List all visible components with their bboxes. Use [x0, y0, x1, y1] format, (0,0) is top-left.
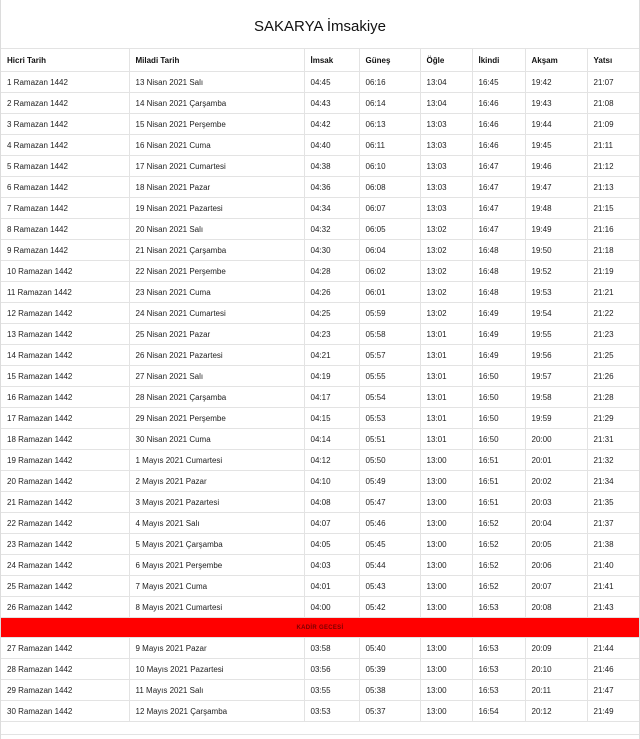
imsak-cell: 04:38	[304, 156, 359, 177]
aksam-cell: 20:07	[525, 576, 587, 597]
gunes-cell: 05:38	[359, 680, 420, 701]
table-row	[1, 345, 639, 366]
table-row	[1, 555, 639, 576]
hicri-date-cell: 6 Ramazan 1442	[1, 177, 129, 198]
table-row	[1, 429, 639, 450]
ogle-cell: 13:03	[420, 156, 472, 177]
table-body	[1, 72, 639, 722]
miladi-date-cell: 24 Nisan 2021 Cumartesi	[129, 303, 304, 324]
miladi-date-cell: 10 Mayıs 2021 Pazartesi	[129, 659, 304, 680]
hicri-date-cell: 25 Ramazan 1442	[1, 576, 129, 597]
table-row	[1, 303, 639, 324]
ogle-cell: 13:03	[420, 177, 472, 198]
hicri-date-cell: 15 Ramazan 1442	[1, 366, 129, 387]
table-row	[1, 324, 639, 345]
miladi-date-cell: 15 Nisan 2021 Perşembe	[129, 114, 304, 135]
ikindi-cell: 16:47	[472, 219, 525, 240]
table-row	[1, 114, 639, 135]
ikindi-cell: 16:54	[472, 701, 525, 722]
table-row	[1, 492, 639, 513]
gunes-cell: 05:45	[359, 534, 420, 555]
gunes-cell: 05:59	[359, 303, 420, 324]
ogle-cell: 13:00	[420, 576, 472, 597]
ikindi-cell: 16:47	[472, 198, 525, 219]
aksam-cell: 20:05	[525, 534, 587, 555]
ikindi-cell: 16:49	[472, 345, 525, 366]
gunes-cell: 06:14	[359, 93, 420, 114]
yatsi-cell: 21:22	[587, 303, 639, 324]
gunes-cell: 06:07	[359, 198, 420, 219]
yatsi-cell: 21:07	[587, 72, 639, 93]
imsak-cell: 04:45	[304, 72, 359, 93]
miladi-date-cell: 4 Mayıs 2021 Salı	[129, 513, 304, 534]
gunes-cell: 05:47	[359, 492, 420, 513]
gunes-cell: 06:01	[359, 282, 420, 303]
gunes-header: Güneş	[359, 49, 420, 72]
hicri-date-cell: 29 Ramazan 1442	[1, 680, 129, 701]
imsak-cell: 04:40	[304, 135, 359, 156]
miladi-date-cell: 3 Mayıs 2021 Pazartesi	[129, 492, 304, 513]
hicri-date-cell: 7 Ramazan 1442	[1, 198, 129, 219]
imsak-cell: 03:55	[304, 680, 359, 701]
gunes-cell: 06:05	[359, 219, 420, 240]
imsak-cell: 04:43	[304, 93, 359, 114]
ikindi-cell: 16:47	[472, 156, 525, 177]
hicri-date-cell: 30 Ramazan 1442	[1, 701, 129, 722]
ogle-cell: 13:00	[420, 492, 472, 513]
yatsi-cell: 21:21	[587, 282, 639, 303]
imsak-cell: 04:21	[304, 345, 359, 366]
yatsi-cell: 21:26	[587, 366, 639, 387]
yatsi-cell: 21:32	[587, 450, 639, 471]
ikindi-cell: 16:53	[472, 659, 525, 680]
imsak-cell: 04:12	[304, 450, 359, 471]
table-row	[1, 659, 639, 680]
ogle-cell: 13:00	[420, 597, 472, 618]
yatsi-cell: 21:47	[587, 680, 639, 701]
miladi-date-cell: 7 Mayıs 2021 Cuma	[129, 576, 304, 597]
ikindi-cell: 16:52	[472, 576, 525, 597]
ikindi-cell: 16:49	[472, 324, 525, 345]
ogle-cell: 13:00	[420, 680, 472, 701]
gunes-cell: 05:42	[359, 597, 420, 618]
imsak-cell: 04:03	[304, 555, 359, 576]
aksam-cell: 20:08	[525, 597, 587, 618]
ogle-cell: 13:01	[420, 345, 472, 366]
ogle-cell: 13:00	[420, 701, 472, 722]
hicri-date-cell: 13 Ramazan 1442	[1, 324, 129, 345]
miladi-date-cell: 19 Nisan 2021 Pazartesi	[129, 198, 304, 219]
miladi-date-cell: 20 Nisan 2021 Salı	[129, 219, 304, 240]
hicri-date-cell: 28 Ramazan 1442	[1, 659, 129, 680]
ogle-cell: 13:01	[420, 429, 472, 450]
hicri-date-cell: 17 Ramazan 1442	[1, 408, 129, 429]
ikindi-header: İkindi	[472, 49, 525, 72]
imsak-cell: 04:26	[304, 282, 359, 303]
aksam-cell: 20:03	[525, 492, 587, 513]
gunes-cell: 06:10	[359, 156, 420, 177]
aksam-cell: 19:55	[525, 324, 587, 345]
yatsi-cell: 21:11	[587, 135, 639, 156]
aksam-cell: 19:43	[525, 93, 587, 114]
aksam-cell: 19:50	[525, 240, 587, 261]
ikindi-cell: 16:49	[472, 303, 525, 324]
imsak-cell: 03:58	[304, 638, 359, 659]
aksam-cell: 19:49	[525, 219, 587, 240]
gunes-cell: 06:16	[359, 72, 420, 93]
table-row	[1, 638, 639, 659]
imsak-cell: 04:25	[304, 303, 359, 324]
table-row	[1, 72, 639, 93]
aksam-cell: 20:04	[525, 513, 587, 534]
ikindi-cell: 16:48	[472, 282, 525, 303]
yatsi-cell: 21:40	[587, 555, 639, 576]
imsak-cell: 04:34	[304, 198, 359, 219]
aksam-cell: 19:54	[525, 303, 587, 324]
imsak-cell: 04:32	[304, 219, 359, 240]
imsak-cell: 04:28	[304, 261, 359, 282]
ikindi-cell: 16:52	[472, 534, 525, 555]
gunes-cell: 05:43	[359, 576, 420, 597]
hicri-date-cell: 3 Ramazan 1442	[1, 114, 129, 135]
ogle-cell: 13:00	[420, 555, 472, 576]
miladi-date-cell: 16 Nisan 2021 Cuma	[129, 135, 304, 156]
aksam-cell: 19:46	[525, 156, 587, 177]
ogle-cell: 13:03	[420, 114, 472, 135]
aksam-cell: 20:06	[525, 555, 587, 576]
ikindi-cell: 16:45	[472, 72, 525, 93]
imsak-cell: 04:17	[304, 387, 359, 408]
hicri-date-cell: 1 Ramazan 1442	[1, 72, 129, 93]
table-row	[1, 261, 639, 282]
yatsi-cell: 21:08	[587, 93, 639, 114]
ogle-cell: 13:01	[420, 408, 472, 429]
aksam-header: Akşam	[525, 49, 587, 72]
miladi-date-cell: 17 Nisan 2021 Cumartesi	[129, 156, 304, 177]
hicri-date-cell: 21 Ramazan 1442	[1, 492, 129, 513]
imsak-cell: 04:05	[304, 534, 359, 555]
yatsi-cell: 21:41	[587, 576, 639, 597]
miladi-date-cell: 29 Nisan 2021 Perşembe	[129, 408, 304, 429]
page-title: SAKARYA İmsakiye	[254, 18, 386, 35]
yatsi-cell: 21:12	[587, 156, 639, 177]
ogle-cell: 13:00	[420, 534, 472, 555]
imsak-cell: 04:19	[304, 366, 359, 387]
gunes-cell: 06:04	[359, 240, 420, 261]
yatsi-cell: 21:16	[587, 219, 639, 240]
yatsi-cell: 21:25	[587, 345, 639, 366]
hicri-date-cell: 22 Ramazan 1442	[1, 513, 129, 534]
table-row	[1, 177, 639, 198]
imsak-cell: 03:53	[304, 701, 359, 722]
gunes-cell: 05:50	[359, 450, 420, 471]
miladi-date-cell: 27 Nisan 2021 Salı	[129, 366, 304, 387]
ikindi-cell: 16:51	[472, 450, 525, 471]
ikindi-cell: 16:51	[472, 471, 525, 492]
miladi-date-cell: 25 Nisan 2021 Pazar	[129, 324, 304, 345]
yatsi-cell: 21:31	[587, 429, 639, 450]
ogle-cell: 13:01	[420, 387, 472, 408]
ikindi-cell: 16:48	[472, 261, 525, 282]
ikindi-cell: 16:46	[472, 135, 525, 156]
ikindi-cell: 16:46	[472, 114, 525, 135]
ikindi-cell: 16:50	[472, 408, 525, 429]
imsak-cell: 04:01	[304, 576, 359, 597]
hicri-date-cell: 9 Ramazan 1442	[1, 240, 129, 261]
aksam-cell: 19:44	[525, 114, 587, 135]
ikindi-cell: 16:53	[472, 680, 525, 701]
imsak-cell: 04:30	[304, 240, 359, 261]
yatsi-header: Yatsı	[587, 49, 639, 72]
ikindi-cell: 16:52	[472, 513, 525, 534]
aksam-cell: 20:02	[525, 471, 587, 492]
gunes-cell: 05:40	[359, 638, 420, 659]
ikindi-cell: 16:46	[472, 93, 525, 114]
imsak-header: İmsak	[304, 49, 359, 72]
ogle-cell: 13:04	[420, 93, 472, 114]
yatsi-cell: 21:19	[587, 261, 639, 282]
gunes-cell: 05:57	[359, 345, 420, 366]
table-row	[1, 471, 639, 492]
miladi-date-cell: 30 Nisan 2021 Cuma	[129, 429, 304, 450]
table-row	[1, 534, 639, 555]
yatsi-cell: 21:43	[587, 597, 639, 618]
aksam-cell: 19:58	[525, 387, 587, 408]
ikindi-cell: 16:50	[472, 366, 525, 387]
imsak-cell: 04:10	[304, 471, 359, 492]
miladi-date-cell: 9 Mayıs 2021 Pazar	[129, 638, 304, 659]
miladi-date-cell: 21 Nisan 2021 Çarşamba	[129, 240, 304, 261]
miladi-date-cell: 1 Mayıs 2021 Cumartesi	[129, 450, 304, 471]
miladi-date-cell: 14 Nisan 2021 Çarşamba	[129, 93, 304, 114]
ogle-cell: 13:04	[420, 72, 472, 93]
miladi-date-cell: 8 Mayıs 2021 Cumartesi	[129, 597, 304, 618]
table-row	[1, 366, 639, 387]
hicri-date-cell: 5 Ramazan 1442	[1, 156, 129, 177]
yatsi-cell: 21:15	[587, 198, 639, 219]
miladi-date-cell: 13 Nisan 2021 Salı	[129, 72, 304, 93]
yatsi-cell: 21:46	[587, 659, 639, 680]
ikindi-cell: 16:52	[472, 555, 525, 576]
gunes-cell: 05:37	[359, 701, 420, 722]
miladi-date-cell: 2 Mayıs 2021 Pazar	[129, 471, 304, 492]
imsak-cell: 04:15	[304, 408, 359, 429]
table-row	[1, 680, 639, 701]
imsakiye-table	[1, 48, 639, 722]
ogle-cell: 13:02	[420, 303, 472, 324]
hicri-date-cell: 8 Ramazan 1442	[1, 219, 129, 240]
hicri-date-cell: 26 Ramazan 1442	[1, 597, 129, 618]
aksam-cell: 20:01	[525, 450, 587, 471]
miladi-date-cell: 28 Nisan 2021 Çarşamba	[129, 387, 304, 408]
table-row	[1, 135, 639, 156]
ogle-cell: 13:02	[420, 261, 472, 282]
table-row	[1, 219, 639, 240]
imsak-cell: 04:00	[304, 597, 359, 618]
miladi-date-cell: 23 Nisan 2021 Cuma	[129, 282, 304, 303]
miladi-date-cell: 26 Nisan 2021 Pazartesi	[129, 345, 304, 366]
ogle-cell: 13:00	[420, 471, 472, 492]
aksam-cell: 20:00	[525, 429, 587, 450]
ikindi-cell: 16:53	[472, 638, 525, 659]
imsak-cell: 04:07	[304, 513, 359, 534]
imsak-cell: 04:08	[304, 492, 359, 513]
imsak-cell: 03:56	[304, 659, 359, 680]
ogle-cell: 13:00	[420, 659, 472, 680]
table-row	[1, 387, 639, 408]
gunes-cell: 05:46	[359, 513, 420, 534]
ogle-cell: 13:02	[420, 240, 472, 261]
hicri-date-cell: 19 Ramazan 1442	[1, 450, 129, 471]
aksam-cell: 20:11	[525, 680, 587, 701]
miladi-date-cell: 11 Mayıs 2021 Salı	[129, 680, 304, 701]
ikindi-cell: 16:48	[472, 240, 525, 261]
ikindi-cell: 16:53	[472, 597, 525, 618]
table-header-row	[1, 49, 639, 72]
yatsi-cell: 21:34	[587, 471, 639, 492]
hicri-date-cell: 12 Ramazan 1442	[1, 303, 129, 324]
table-row	[1, 701, 639, 722]
imsak-cell: 04:14	[304, 429, 359, 450]
table-row	[1, 576, 639, 597]
table-row	[1, 240, 639, 261]
table-row	[1, 513, 639, 534]
miladi-date-cell: 22 Nisan 2021 Perşembe	[129, 261, 304, 282]
hicri-date-cell: 4 Ramazan 1442	[1, 135, 129, 156]
hicri-date-header: Hicri Tarih	[1, 49, 129, 72]
yatsi-cell: 21:38	[587, 534, 639, 555]
table-row	[1, 198, 639, 219]
ogle-cell: 13:01	[420, 366, 472, 387]
yatsi-cell: 21:29	[587, 408, 639, 429]
imsak-cell: 04:23	[304, 324, 359, 345]
gunes-cell: 05:58	[359, 324, 420, 345]
hicri-date-cell: 23 Ramazan 1442	[1, 534, 129, 555]
table-row	[1, 156, 639, 177]
gunes-cell: 06:13	[359, 114, 420, 135]
aksam-cell: 20:10	[525, 659, 587, 680]
aksam-cell: 19:56	[525, 345, 587, 366]
ogle-cell: 13:01	[420, 324, 472, 345]
ogle-cell: 13:00	[420, 450, 472, 471]
ogle-cell: 13:03	[420, 135, 472, 156]
yatsi-cell: 21:13	[587, 177, 639, 198]
ogle-cell: 13:02	[420, 219, 472, 240]
miladi-date-header: Miladi Tarih	[129, 49, 304, 72]
table-row	[1, 408, 639, 429]
ogle-header: Öğle	[420, 49, 472, 72]
aksam-cell: 19:45	[525, 135, 587, 156]
aksam-cell: 19:48	[525, 198, 587, 219]
ikindi-cell: 16:47	[472, 177, 525, 198]
hicri-date-cell: 14 Ramazan 1442	[1, 345, 129, 366]
table-row	[1, 282, 639, 303]
aksam-cell: 20:12	[525, 701, 587, 722]
imsak-cell: 04:36	[304, 177, 359, 198]
yatsi-cell: 21:44	[587, 638, 639, 659]
gunes-cell: 06:02	[359, 261, 420, 282]
page-bottom-border	[1, 734, 639, 735]
gunes-cell: 06:11	[359, 135, 420, 156]
miladi-date-cell: 6 Mayıs 2021 Perşembe	[129, 555, 304, 576]
ogle-cell: 13:03	[420, 198, 472, 219]
hicri-date-cell: 2 Ramazan 1442	[1, 93, 129, 114]
aksam-cell: 20:09	[525, 638, 587, 659]
ikindi-cell: 16:50	[472, 387, 525, 408]
hicri-date-cell: 10 Ramazan 1442	[1, 261, 129, 282]
gunes-cell: 05:39	[359, 659, 420, 680]
aksam-cell: 19:42	[525, 72, 587, 93]
ikindi-cell: 16:50	[472, 429, 525, 450]
table-row	[1, 450, 639, 471]
table-row	[1, 93, 639, 114]
yatsi-cell: 21:37	[587, 513, 639, 534]
kadir-gecesi-row	[1, 618, 639, 638]
ogle-cell: 13:00	[420, 638, 472, 659]
miladi-date-cell: 12 Mayıs 2021 Çarşamba	[129, 701, 304, 722]
hicri-date-cell: 24 Ramazan 1442	[1, 555, 129, 576]
gunes-cell: 05:44	[359, 555, 420, 576]
gunes-cell: 05:51	[359, 429, 420, 450]
aksam-cell: 19:52	[525, 261, 587, 282]
gunes-cell: 06:08	[359, 177, 420, 198]
hicri-date-cell: 27 Ramazan 1442	[1, 638, 129, 659]
yatsi-cell: 21:09	[587, 114, 639, 135]
yatsi-cell: 21:18	[587, 240, 639, 261]
aksam-cell: 19:47	[525, 177, 587, 198]
ikindi-cell: 16:51	[472, 492, 525, 513]
hicri-date-cell: 16 Ramazan 1442	[1, 387, 129, 408]
yatsi-cell: 21:28	[587, 387, 639, 408]
hicri-date-cell: 11 Ramazan 1442	[1, 282, 129, 303]
aksam-cell: 19:57	[525, 366, 587, 387]
hicri-date-cell: 20 Ramazan 1442	[1, 471, 129, 492]
ogle-cell: 13:00	[420, 513, 472, 534]
gunes-cell: 05:55	[359, 366, 420, 387]
table-row	[1, 597, 639, 618]
aksam-cell: 19:53	[525, 282, 587, 303]
miladi-date-cell: 18 Nisan 2021 Pazar	[129, 177, 304, 198]
aksam-cell: 19:59	[525, 408, 587, 429]
gunes-cell: 05:54	[359, 387, 420, 408]
yatsi-cell: 21:49	[587, 701, 639, 722]
miladi-date-cell: 5 Mayıs 2021 Çarşamba	[129, 534, 304, 555]
gunes-cell: 05:49	[359, 471, 420, 492]
yatsi-cell: 21:23	[587, 324, 639, 345]
imsak-cell: 04:42	[304, 114, 359, 135]
kadir-gecesi-label: KADİR GECESİ	[1, 618, 639, 638]
ogle-cell: 13:02	[420, 282, 472, 303]
gunes-cell: 05:53	[359, 408, 420, 429]
yatsi-cell: 21:35	[587, 492, 639, 513]
hicri-date-cell: 18 Ramazan 1442	[1, 429, 129, 450]
